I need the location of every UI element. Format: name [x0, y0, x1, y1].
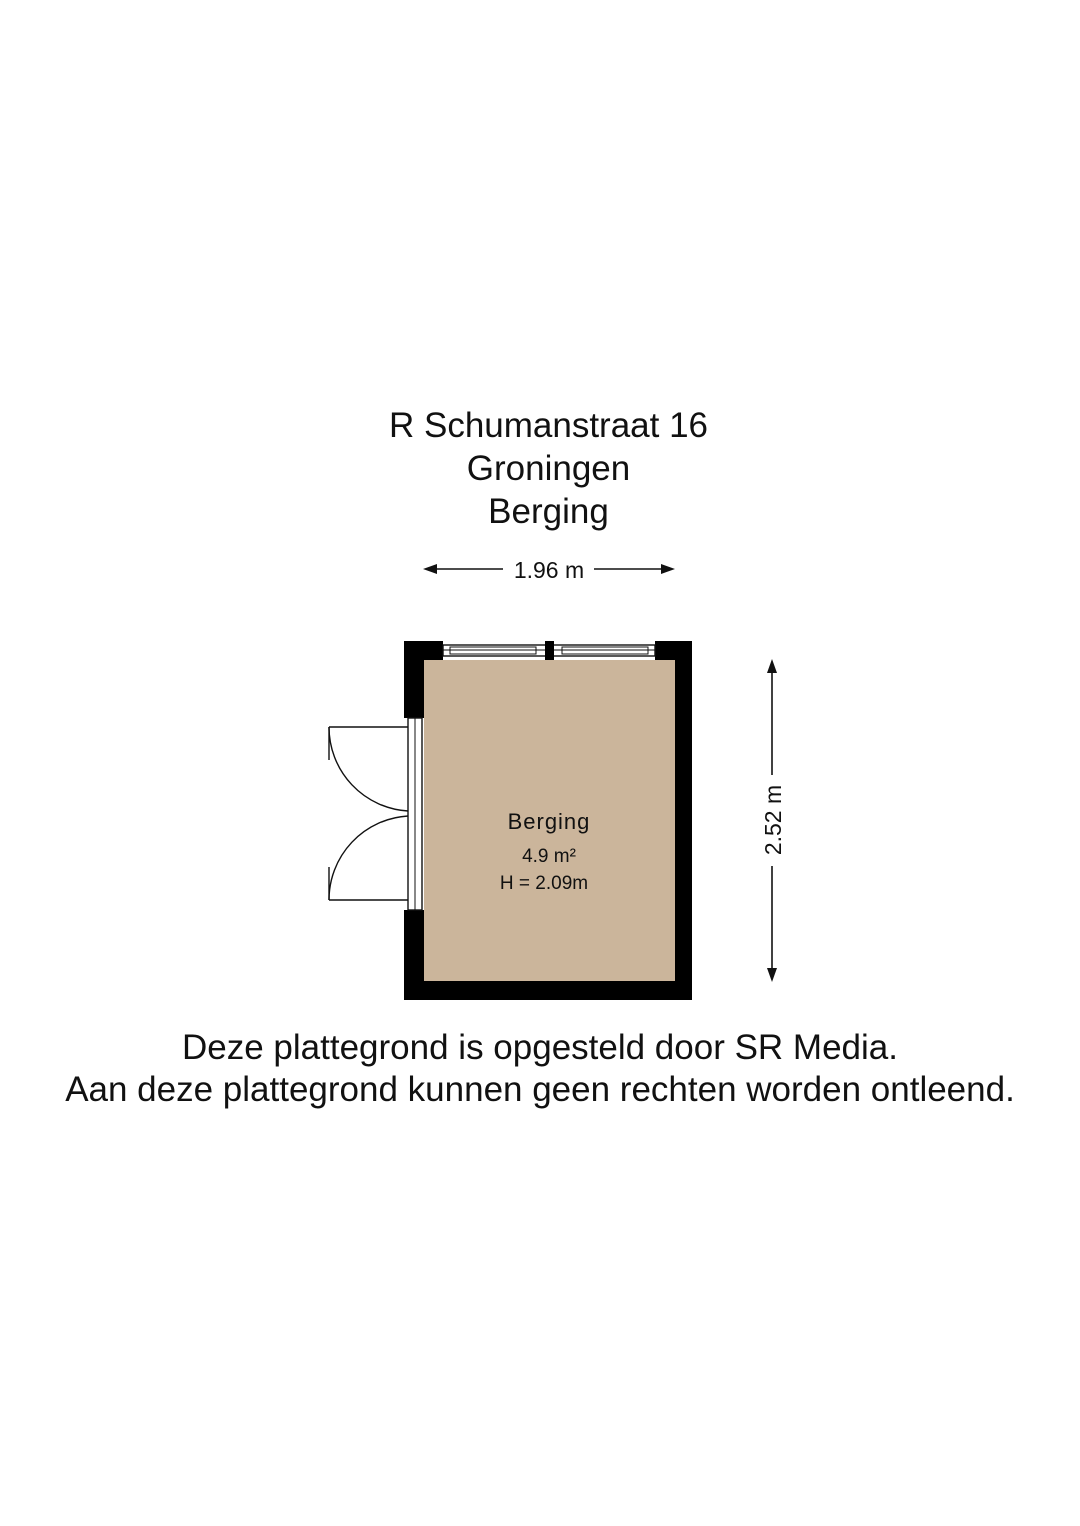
height-arrow-bottom	[767, 968, 777, 982]
width-arrow-left	[423, 564, 437, 574]
height-dimension	[760, 659, 786, 982]
top-window	[443, 641, 655, 660]
disclaimer-line-2: Aan deze plattegrond kunnen geen rechten worden ontleend.	[65, 1070, 1015, 1109]
floor-title: Berging	[488, 492, 609, 531]
room-ceiling-height: H = 2.09m	[499, 873, 589, 894]
width-dimension-label: 1.96 m	[513, 557, 585, 583]
wall-bottom	[404, 981, 692, 1000]
city-title: Groningen	[466, 449, 631, 488]
double-door	[329, 718, 422, 910]
width-dimension	[423, 557, 675, 583]
disclaimer	[0, 1027, 1080, 1111]
door-swing-upper	[329, 727, 408, 811]
wall-right	[675, 641, 692, 1000]
door-swing-lower	[329, 816, 408, 900]
room-area: 4.9 m²	[522, 846, 576, 867]
height-arrow-top	[767, 659, 777, 673]
height-dimension-label: 2.52 m	[760, 784, 786, 856]
wall-left-upper	[404, 641, 424, 718]
disclaimer-line-1: Deze plattegrond is opgesteld door SR Media.	[182, 1028, 898, 1067]
window-mullion	[545, 641, 554, 660]
width-arrow-right	[661, 564, 675, 574]
room-name: Berging	[507, 809, 591, 834]
address-title: R Schumanstraat 16	[388, 406, 709, 445]
